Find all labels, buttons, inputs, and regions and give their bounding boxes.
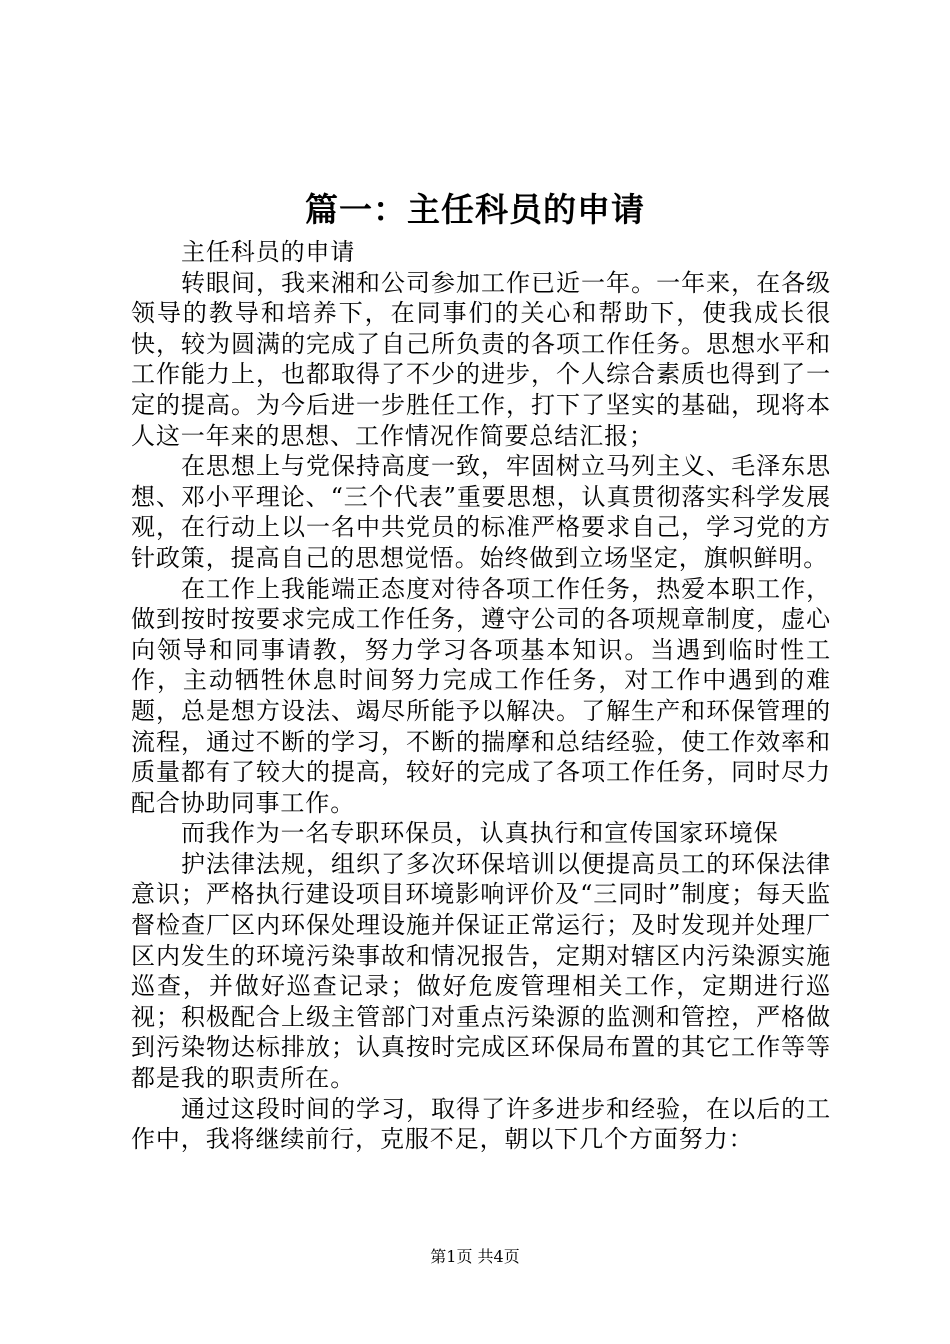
- paragraph-env-duties: 护法律法规，组织了多次环保培训以便提高员工的环保法律意识；严格执行建设项目环境影响评价及“三同时”制度；每天监督检查厂区内环保处理设施并保证正常运行；及时发现并处理厂区内发生的环境污染事故和情况报告，定期对辖区内污染源实施巡查，并做好巡查记录；做好危废管理相关工作，定期进行巡视；积极配合上级主管部门对重点污染源的监测和管控，严格做到污染物达标排放；认真按时完成区环保局布置的其它工作等等都是我的职责所在。: [131, 849, 831, 1093]
- paragraph-subtitle: 主任科员的申请: [181, 238, 356, 266]
- paragraph-work: 在工作上我能端正态度对待各项工作任务，热爱本职工作，做到按时按要求完成工作任务，遵守公司的各项规章制度，虚心向领导和同事请教，努力学习各项基本知识。当遇到临时性工作，主动牺牲休息时间努力完成工作任务，对工作中遇到的难题，总是想方设法、竭尽所能予以解决。了解生产和环保管理的流程，通过不断的学习，不断的揣摩和总结经验，使工作效率和质量都有了较大的提高，较好的完成了各项工作任务，同时尽力配合协助同事工作。: [131, 574, 831, 817]
- paragraph-env-role: 而我作为一名专职环保员，认真执行和宣传国家环境保: [181, 819, 779, 848]
- paragraph-intro: 转眼间，我来湘和公司参加工作已近一年。一年来，在各级领导的教导和培养下，在同事们的关心和帮助下，使我成长很快，较为圆满的完成了自己所负责的各项工作任务。思想水平和工作能力上，也都取得了不少的进步，个人综合素质也得到了一定的提高。为今后进一步胜任工作，打下了坚实的基础，现将本人这一年来的思想、工作情况作简要总结汇报；: [131, 268, 831, 450]
- paragraph-ideology: 在思想上与党保持高度一致，牢固树立马列主义、毛泽东思想、邓小平理论、“三个代表”重要思想，认真贯彻落实科学发展观，在行动上以一名中共党员的标准严格要求自己，学习党的方针政策，提高自己的思想觉悟。始终做到立场坚定，旗帜鲜明。: [131, 452, 831, 572]
- document-title: 篇一：主任科员的申请: [305, 190, 645, 229]
- page-footer: 第1页 共4页: [430, 1247, 520, 1266]
- document-body: [131, 237, 831, 1155]
- paragraph-future: 通过这段时间的学习，取得了许多进步和经验，在以后的工作中，我将继续前行，克服不足，朝以下几个方面努力：: [131, 1094, 831, 1154]
